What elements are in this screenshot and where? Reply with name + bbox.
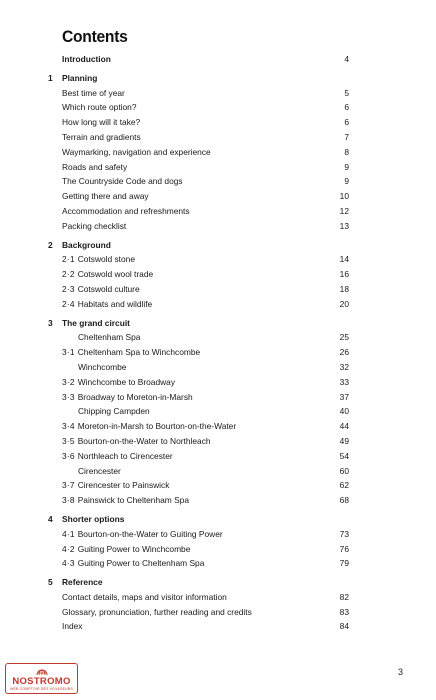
toc-entry-label [62,590,227,605]
toc-entry-label [62,100,137,115]
toc-entry-label [62,130,141,145]
toc-entry-text: Chipping Campden [78,406,150,417]
toc-entry-page: 49 [339,435,349,446]
toc-entry-text: Winchcombe to Broadway [77,376,176,387]
toc-entry[interactable] [0,478,436,493]
toc-entry[interactable] [0,619,436,634]
toc-entry-page: 76 [339,543,349,554]
toc-entry-label [78,464,121,479]
toc-entry-label [78,360,126,375]
toc-entry-number: 3·4 [62,421,75,432]
toc-entry-text: Cheltenham Spa [78,332,141,343]
toc-entry-page: 83 [339,606,349,617]
toc-entry-page: 9 [344,176,349,187]
toc-entry-number: 2·4 [62,298,75,309]
toc-entry[interactable] [0,86,436,101]
toc-entry-text: Guiting Power to Winchcombe [77,543,191,554]
toc-entry[interactable] [0,189,436,204]
toc-entry[interactable] [0,204,436,219]
toc-entry-label [78,330,140,345]
toc-entry[interactable] [0,556,436,571]
section-number: 4 [48,513,53,524]
toc-entry-label [62,115,140,130]
logo-brand: NOSTROMO [12,676,71,687]
toc-entry-label [62,174,183,189]
toc-entry-label [62,267,153,282]
page-number: 3 [398,667,404,677]
toc-entry-page: 6 [344,117,349,128]
toc-entry-text: Painswick to Cheltenham Spa [77,495,189,506]
toc-entry-number: 3·1 [62,347,75,358]
toc-section-heading[interactable] [0,71,436,86]
toc-entry[interactable] [0,419,436,434]
toc-sections [0,67,436,634]
toc-entry-number: 4·1 [62,528,75,539]
toc-entry-page: 44 [339,421,349,432]
toc-entry-label [62,86,125,101]
section-number: 3 [48,317,53,328]
toc-entry-number: 2·1 [62,254,75,265]
toc-entry[interactable] [0,360,436,375]
toc-entry-label [62,204,190,219]
toc-entry[interactable] [0,542,436,557]
toc-entry-label [62,375,175,390]
toc-entry-text: Terrain and gradients [62,131,141,142]
toc-entry-page: 40 [339,406,349,417]
toc-entry-page: 20 [339,298,349,309]
toc-entry-page: 8 [344,146,349,157]
toc-entry-page: 25 [339,332,349,343]
toc-entry-page: 33 [339,376,349,387]
toc-entry-label: Introduction [62,54,111,64]
toc-entry[interactable] [0,404,436,419]
toc-entry-page: 16 [339,269,349,280]
toc-entry-text: Getting there and away [62,191,149,202]
toc-entry-text: How long will it take? [62,117,141,128]
toc-entry-label [62,390,193,405]
toc-entry-page: 7 [344,131,349,142]
toc-entry-page: 62 [339,480,349,491]
toc-entry[interactable] [0,145,436,160]
toc-entry-text: Cirencester to Painswick [77,480,170,491]
toc-entry-number: 4·3 [62,558,75,569]
section-title: Planning [62,72,98,83]
toc-entry-page: 6 [344,102,349,113]
toc-entry-page: 32 [339,361,349,372]
toc-entry-label [62,282,140,297]
toc-entry-page: 12 [339,205,349,216]
toc-entry-page: 54 [339,450,349,461]
toc-section-heading[interactable] [0,512,436,527]
toc-entry[interactable] [0,252,436,267]
toc-entry-label [62,493,189,508]
toc-entry-number: 3·3 [62,391,75,402]
toc-entry-text: Broadway to Moreton-in-Marsh [77,391,193,402]
toc-entry[interactable] [0,297,436,312]
toc-entry[interactable] [0,267,436,282]
section-number: 2 [48,239,53,250]
toc-entry-label [62,449,173,464]
nostromo-logo [5,663,78,694]
toc-section-heading[interactable] [0,316,436,331]
toc-entry-text: Bourton-on-the-Water to Guiting Power [77,528,223,539]
toc-entry-text: Cirencester [78,465,121,476]
toc-entry-text: Moreton-in-Marsh to Bourton-on-the-Water [77,421,237,432]
toc-entry[interactable] [0,330,436,345]
toc-entry-text: Cheltenham Spa to Winchcombe [77,347,201,358]
section-number: 5 [48,577,53,588]
toc-entry-text: Guiting Power to Cheltenham Spa [77,558,205,569]
toc-entry-label [62,556,204,571]
toc-entry-label [62,619,83,634]
toc-section-heading[interactable] [0,238,436,253]
toc-entry-page: 60 [339,465,349,476]
toc-entry[interactable] [0,605,436,620]
toc-entry-text: Winchcombe [78,361,127,372]
toc-entry-label [62,145,211,160]
toc-entry-number: 3·8 [62,495,75,506]
toc-entry[interactable] [0,464,436,479]
toc-entry-label [62,160,127,175]
toc-entry-page: 26 [339,347,349,358]
toc-entry-text: Roads and safety [62,161,128,172]
toc-entry-page: 84 [339,621,349,632]
toc-entry-number: 4·2 [62,543,75,554]
toc-entry-page: 37 [339,391,349,402]
toc-entry-text: Best time of year [62,87,125,98]
toc-entry-number: 3·7 [62,480,75,491]
section-title: Background [62,239,111,250]
toc-entry-page: 10 [339,191,349,202]
toc-entry[interactable] [0,100,436,115]
toc-entry-text: Cotswold stone [77,254,135,265]
toc-entry[interactable] [0,590,436,605]
toc-entry-text: Northleach to Cirencester [77,450,173,461]
toc-entry-text: Glossary, pronunciation, further reading and credits [62,606,252,617]
toc-entry[interactable] [0,115,436,130]
toc-entry[interactable] [0,434,436,449]
table-of-contents [0,52,436,634]
toc-entry-label [62,189,149,204]
toc-entry-page: 73 [339,528,349,539]
toc-entry-label [62,542,190,557]
toc-entry-text: The Countryside Code and dogs [62,176,183,187]
toc-entry-label [62,434,211,449]
toc-entry[interactable] [0,160,436,175]
toc-entry[interactable] [0,345,436,360]
toc-entry[interactable] [0,375,436,390]
section-title: Shorter options [62,513,125,524]
toc-entry[interactable] [0,449,436,464]
toc-entry-text: Contact details, maps and visitor information [62,591,227,602]
toc-entry-text: Habitats and wildlife [77,298,153,309]
toc-entry-label [62,527,223,542]
toc-entry-number: 2·2 [62,269,75,280]
toc-section-heading[interactable] [0,575,436,590]
toc-entry-label [62,419,236,434]
toc-entry-text: Cotswold wool trade [77,269,154,280]
toc-entry-label [78,404,150,419]
section-number: 1 [48,72,53,83]
toc-entry-text: Which route option? [62,102,137,113]
page-title: Contents [62,27,128,46]
section-title: The grand circuit [62,317,130,328]
toc-entry[interactable] [0,493,436,508]
toc-entry[interactable] [0,219,436,234]
toc-entry-text: Cotswold culture [77,283,140,294]
toc-entry[interactable] [0,174,436,189]
toc-entry-number: 3·6 [62,450,75,461]
toc-entry-label [62,252,135,267]
toc-entry-page: 5 [344,87,349,98]
toc-entry-text: Waymarking, navigation and experience [62,146,211,157]
toc-entry-text: Packing checklist [62,220,127,231]
toc-entry-page: 18 [339,283,349,294]
toc-entry[interactable] [0,390,436,405]
toc-entry-page: 14 [339,254,349,265]
toc-entry-page: 9 [344,161,349,172]
logo-tagline: WEB COMPTOIR DES VOYAGEURS [10,687,73,691]
section-title: Reference [62,577,103,588]
globe-icon [36,665,48,676]
toc-entry-page: 13 [339,220,349,231]
toc-entry-label [62,219,126,234]
toc-entry-page: 79 [339,558,349,569]
toc-entry-introduction[interactable] [0,52,436,67]
toc-entry-text: Index [62,621,83,632]
toc-entry-text: Accommodation and refreshments [62,205,190,216]
toc-entry-text: Bourton-on-the-Water to Northleach [77,435,211,446]
toc-entry-page: 68 [339,495,349,506]
toc-entry-label [62,345,200,360]
toc-entry-page: 4 [344,54,349,64]
toc-entry-label [62,478,169,493]
toc-entry-number: 2·3 [62,283,75,294]
toc-entry[interactable] [0,282,436,297]
toc-entry-label [62,297,152,312]
toc-entry[interactable] [0,527,436,542]
toc-entry-number: 3·2 [62,376,75,387]
toc-entry-number: 3·5 [62,435,75,446]
toc-entry-label [62,605,252,620]
toc-entry[interactable] [0,130,436,145]
toc-entry-page: 82 [339,591,349,602]
